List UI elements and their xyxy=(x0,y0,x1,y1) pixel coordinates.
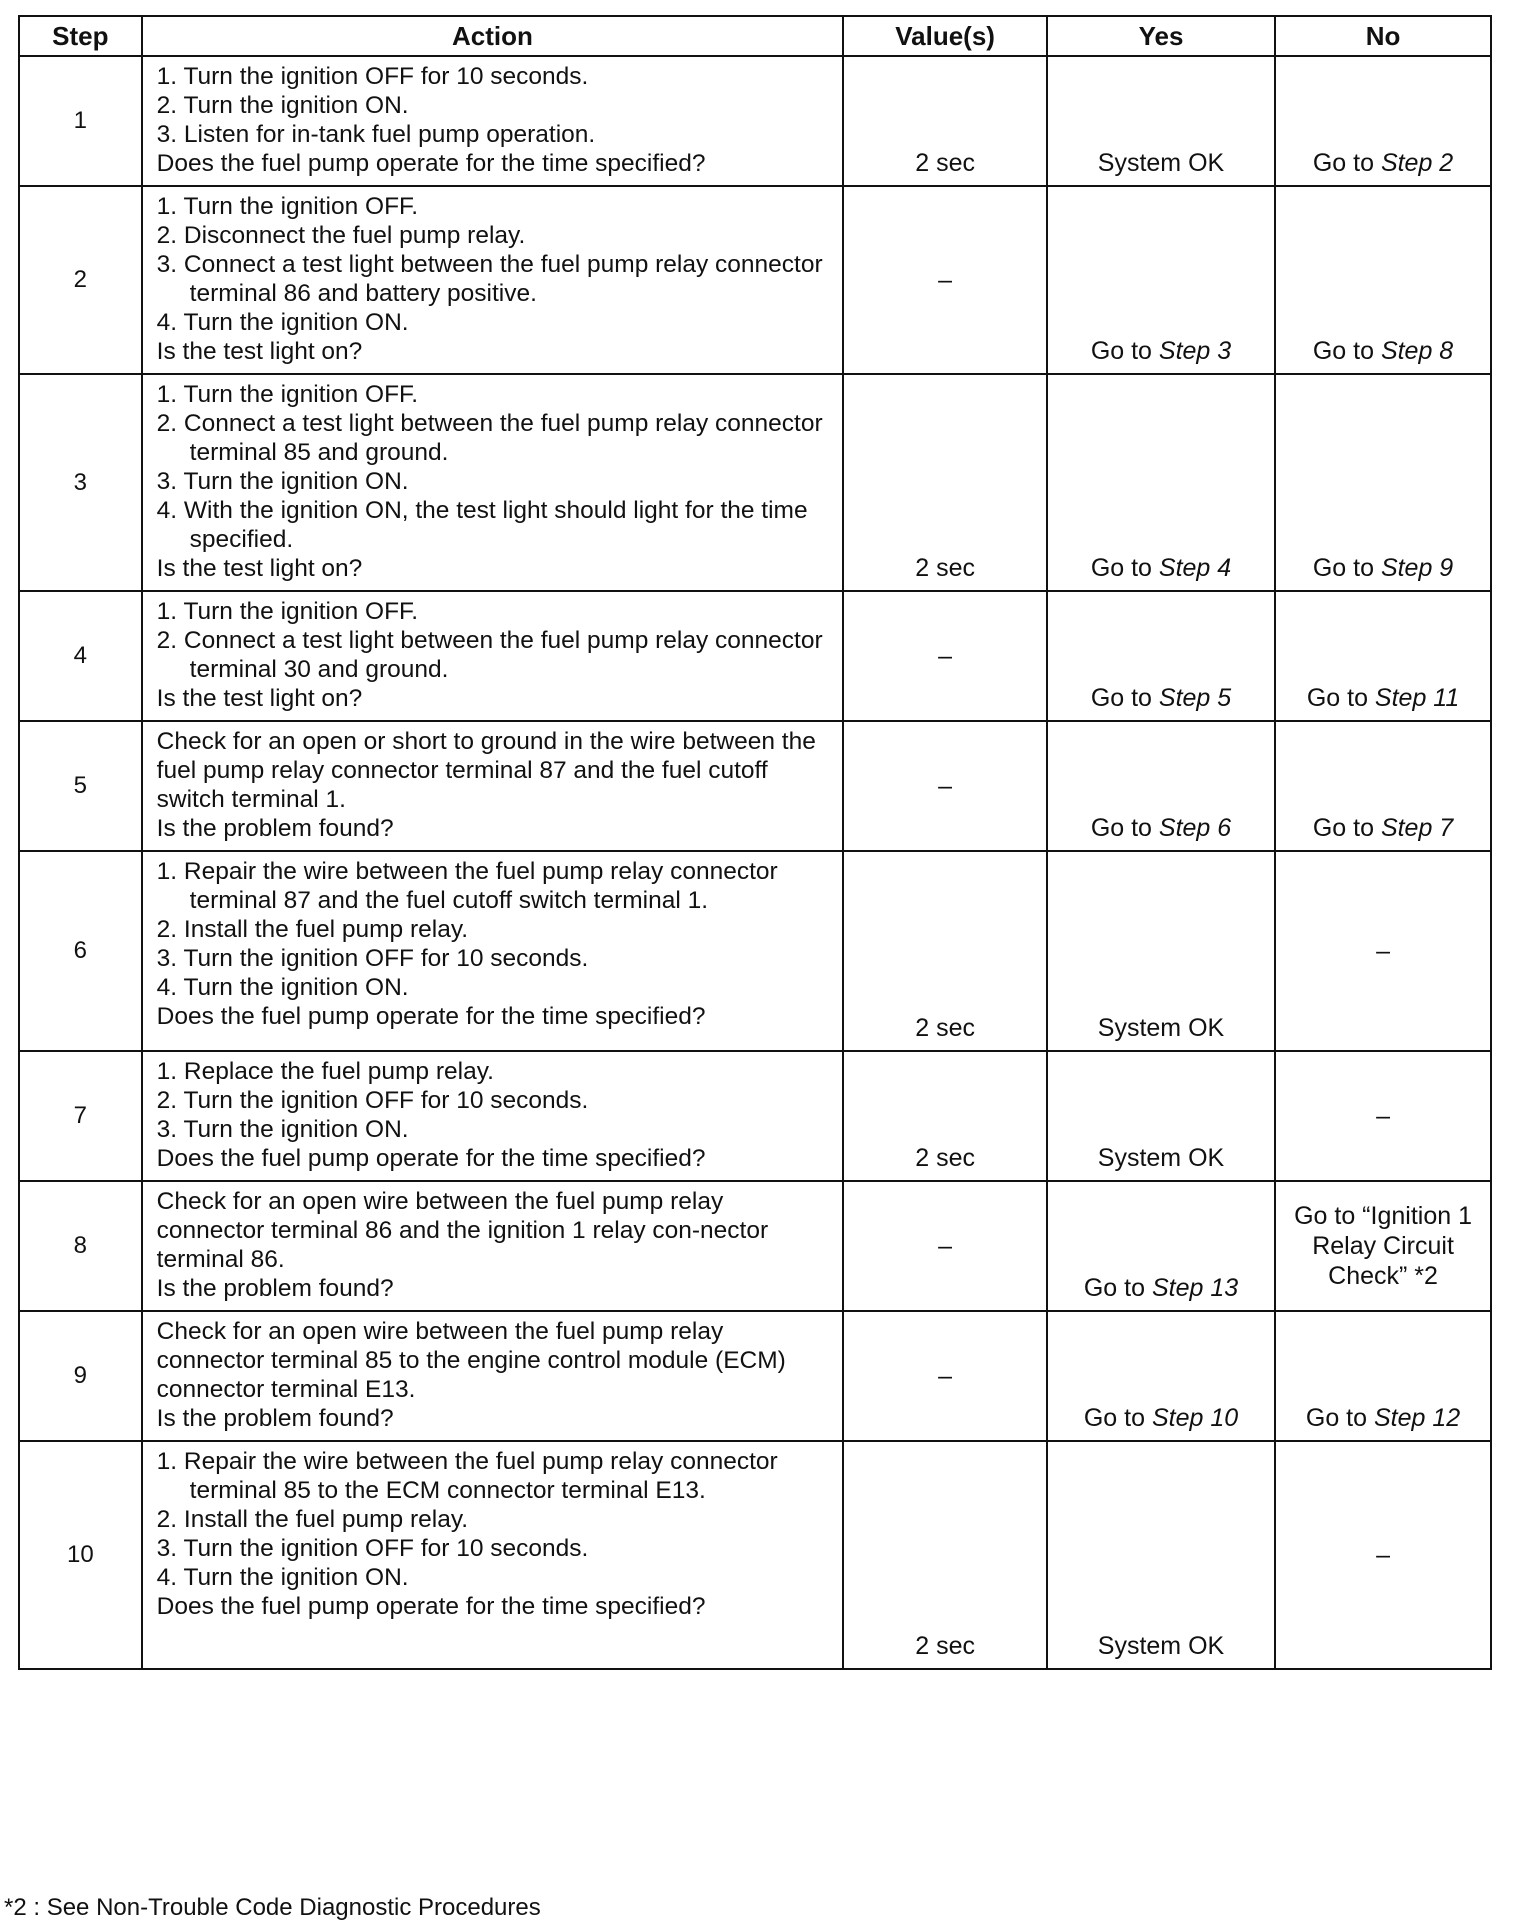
yes-cell: Go to Step 4 xyxy=(1047,374,1275,591)
yes-cell: System OK xyxy=(1047,1051,1275,1181)
header-no: No xyxy=(1275,16,1491,56)
action-cell xyxy=(142,721,844,851)
action-item: 1. Replace the fuel pump relay. xyxy=(156,1058,494,1085)
action-item: 3. Turn the ignition OFF for 10 seconds. xyxy=(156,945,589,972)
action-question: Is the test light on? xyxy=(156,338,363,365)
value-cell: – xyxy=(843,1181,1047,1311)
yes-cell: Go to Step 5 xyxy=(1047,591,1275,721)
value-cell: – xyxy=(843,186,1047,374)
action-item: 1. Turn the ignition OFF for 10 seconds. xyxy=(156,63,589,90)
action-text: Check for an open wire between the fuel pump relay connector terminal 86 and the ignition 1 relay con-nector terminal 86. xyxy=(156,1188,769,1273)
action-item: 2. Disconnect the fuel pump relay. xyxy=(156,222,526,249)
action-item: 4. Turn the ignition ON. xyxy=(156,974,409,1001)
table-row xyxy=(19,1051,1491,1181)
no-cell: Go to Step 7 xyxy=(1275,721,1491,851)
table-row xyxy=(19,851,1491,1051)
step-number: 9 xyxy=(19,1311,142,1441)
header-yes: Yes xyxy=(1047,16,1275,56)
yes-cell: Go to Step 6 xyxy=(1047,721,1275,851)
action-item: 2. Turn the ignition OFF for 10 seconds. xyxy=(156,1087,589,1114)
yes-cell: Go to Step 13 xyxy=(1047,1181,1275,1311)
value-cell: 2 sec xyxy=(843,374,1047,591)
action-item: 3. Turn the ignition OFF for 10 seconds. xyxy=(156,1535,589,1562)
no-cell: Go to Step 12 xyxy=(1275,1311,1491,1441)
action-item: 2. Turn the ignition ON. xyxy=(156,92,409,119)
action-item: 1. Turn the ignition OFF. xyxy=(156,193,419,220)
action-cell xyxy=(142,186,844,374)
step-number: 3 xyxy=(19,374,142,591)
action-question: Is the test light on? xyxy=(156,555,363,582)
action-question: Does the fuel pump operate for the time specified? xyxy=(156,1593,706,1620)
action-item: 1. Repair the wire between the fuel pump relay connector terminal 87 and the fuel cutoff switch terminal 1. xyxy=(156,858,778,914)
no-cell: Go to Step 2 xyxy=(1275,56,1491,186)
table-row xyxy=(19,591,1491,721)
header-action: Action xyxy=(142,16,844,56)
action-question: Is the problem found? xyxy=(156,1275,394,1302)
table-header-row xyxy=(19,16,1491,56)
action-item: 1. Turn the ignition OFF. xyxy=(156,381,419,408)
value-cell: 2 sec xyxy=(843,851,1047,1051)
table-row xyxy=(19,1311,1491,1441)
table-row xyxy=(19,1441,1491,1669)
action-item: 2. Connect a test light between the fuel pump relay connector terminal 30 and ground. xyxy=(156,627,823,683)
action-question: Does the fuel pump operate for the time specified? xyxy=(156,150,706,177)
action-item: 1. Repair the wire between the fuel pump relay connector terminal 85 to the ECM connector terminal E13. xyxy=(156,1448,778,1504)
action-cell xyxy=(142,1181,844,1311)
action-item: 4. Turn the ignition ON. xyxy=(156,1564,409,1591)
action-question: Does the fuel pump operate for the time specified? xyxy=(156,1003,706,1030)
action-text: Check for an open or short to ground in the wire between the fuel pump relay connector terminal 87 and the fuel cutoff switch terminal 1. xyxy=(156,728,816,813)
step-number: 2 xyxy=(19,186,142,374)
table-row xyxy=(19,186,1491,374)
no-cell: – xyxy=(1275,851,1491,1051)
action-text: Check for an open wire between the fuel pump relay connector terminal 85 to the engine control module (ECM) connector terminal E13. xyxy=(156,1318,786,1403)
action-cell xyxy=(142,1441,844,1669)
value-cell: – xyxy=(843,721,1047,851)
yes-cell: System OK xyxy=(1047,851,1275,1051)
step-number: 5 xyxy=(19,721,142,851)
no-cell: Go to Step 11 xyxy=(1275,591,1491,721)
action-question: Is the problem found? xyxy=(156,1405,394,1432)
action-item: 1. Turn the ignition OFF. xyxy=(156,598,419,625)
table-row xyxy=(19,721,1491,851)
value-cell: 2 sec xyxy=(843,1441,1047,1669)
action-item: 3. Connect a test light between the fuel pump relay connector terminal 86 and battery positive. xyxy=(156,251,823,307)
action-cell xyxy=(142,374,844,591)
step-number: 1 xyxy=(19,56,142,186)
header-values: Value(s) xyxy=(843,16,1047,56)
yes-cell: System OK xyxy=(1047,1441,1275,1669)
action-cell xyxy=(142,56,844,186)
step-number: 4 xyxy=(19,591,142,721)
value-cell: 2 sec xyxy=(843,56,1047,186)
action-item: 3. Listen for in-tank fuel pump operation. xyxy=(156,121,596,148)
action-item: 3. Turn the ignition ON. xyxy=(156,468,409,495)
value-cell: – xyxy=(843,591,1047,721)
no-cell: – xyxy=(1275,1051,1491,1181)
value-cell: – xyxy=(843,1311,1047,1441)
step-number: 10 xyxy=(19,1441,142,1669)
no-cell: Go to Step 8 xyxy=(1275,186,1491,374)
action-item: 2. Connect a test light between the fuel pump relay connector terminal 85 and ground. xyxy=(156,410,823,466)
action-item: 4. Turn the ignition ON. xyxy=(156,309,409,336)
diagnostic-table xyxy=(18,15,1492,1670)
yes-cell: Go to Step 10 xyxy=(1047,1311,1275,1441)
action-item: 4. With the ignition ON, the test light should light for the time specified. xyxy=(156,497,808,553)
yes-cell: Go to Step 3 xyxy=(1047,186,1275,374)
no-cell: Go to “Ignition 1 Relay Circuit Check” *2 xyxy=(1275,1181,1491,1311)
no-cell: – xyxy=(1275,1441,1491,1669)
action-item: 3. Turn the ignition ON. xyxy=(156,1116,409,1143)
header-step: Step xyxy=(19,16,142,56)
value-cell: 2 sec xyxy=(843,1051,1047,1181)
action-cell xyxy=(142,591,844,721)
step-number: 6 xyxy=(19,851,142,1051)
action-item: 2. Install the fuel pump relay. xyxy=(156,1506,469,1533)
table-row xyxy=(19,56,1491,186)
table-row xyxy=(19,374,1491,591)
action-question: Is the problem found? xyxy=(156,815,394,842)
step-number: 7 xyxy=(19,1051,142,1181)
action-question: Does the fuel pump operate for the time specified? xyxy=(156,1145,706,1172)
yes-cell: System OK xyxy=(1047,56,1275,186)
no-cell: Go to Step 9 xyxy=(1275,374,1491,591)
action-question: Is the test light on? xyxy=(156,685,363,712)
footnote: *2 : See Non-Trouble Code Diagnostic Procedures xyxy=(4,1894,541,1921)
action-item: 2. Install the fuel pump relay. xyxy=(156,916,469,943)
table-row xyxy=(19,1181,1491,1311)
action-cell xyxy=(142,851,844,1051)
step-number: 8 xyxy=(19,1181,142,1311)
action-cell xyxy=(142,1311,844,1441)
action-cell xyxy=(142,1051,844,1181)
